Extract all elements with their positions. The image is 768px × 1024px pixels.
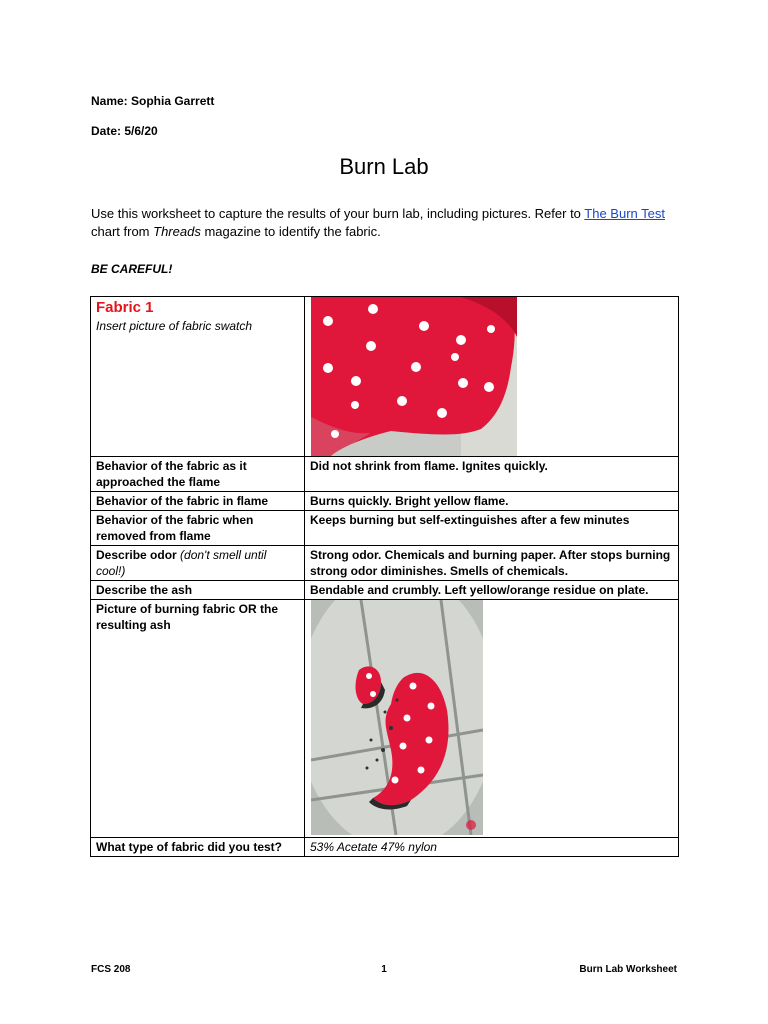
burning-fabric-photo [311,600,483,835]
fabric-header-cell [91,297,305,457]
fabric-type-row [91,838,679,857]
student-name: Name: Sophia Garrett [91,94,215,108]
row-value: Bendable and crumbly. Left yellow/orange residue on plate. [305,581,679,600]
fabric-type-answer: 53% Acetate 47% nylon [305,838,679,857]
warning-text: BE CAREFUL! [91,262,173,276]
burn-lab-table [90,296,679,857]
page-title: Burn Lab [339,154,429,179]
fabric-swatch-photo [311,297,517,456]
magazine-name: Threads [153,224,201,239]
fabric-title: Fabric 1 [96,299,154,316]
row-label [91,546,305,581]
table-row [91,457,679,492]
footer-doc-title: Burn Lab Worksheet [579,964,677,975]
table-row [91,581,679,600]
row-label: Behavior of the fabric when removed from flame [91,511,305,546]
table-row [91,511,679,546]
row-label: Behavior of the fabric as it approached the flame [91,457,305,492]
row-label: Describe the ash [91,581,305,600]
row-label: Behavior of the fabric in flame [91,492,305,511]
intro-text-2: chart from [91,224,154,239]
intro-paragraph [91,205,691,241]
intro-text-1: Use this worksheet to capture the results of your burn lab, including pictures. Refer to [91,206,585,221]
footer-course: FCS 208 [91,964,131,975]
picture-row [91,600,679,838]
fabric-swatch-cell [305,297,679,457]
picture-label: Picture of burning fabric OR the resulting ash [91,600,305,838]
burn-test-link[interactable]: The Burn Test [584,206,665,221]
table-row [91,546,679,581]
fabric-instruction: Insert picture of fabric swatch [96,319,253,333]
table-row [91,492,679,511]
footer-page-number: 1 [381,964,387,975]
date-line: Date: 5/6/20 [91,124,158,138]
row-value: Keeps burning but self-extinguishes after a few minutes [305,511,679,546]
ash-photo-cell [305,600,679,838]
fabric-type-label: What type of fabric did you test? [91,838,305,857]
fabric-header-row [91,297,679,457]
row-value: Strong odor. Chemicals and burning paper. After stops burning strong odor diminishes. Smells of chemicals. [305,546,679,581]
row-value: Burns quickly. Bright yellow flame. [305,492,679,511]
odor-label: Describe odor [96,548,181,562]
odor-note: (don't smell until cool!) [96,548,267,578]
intro-text-3: magazine to identify the fabric. [200,224,381,239]
row-value: Did not shrink from flame. Ignites quickly. [305,457,679,492]
